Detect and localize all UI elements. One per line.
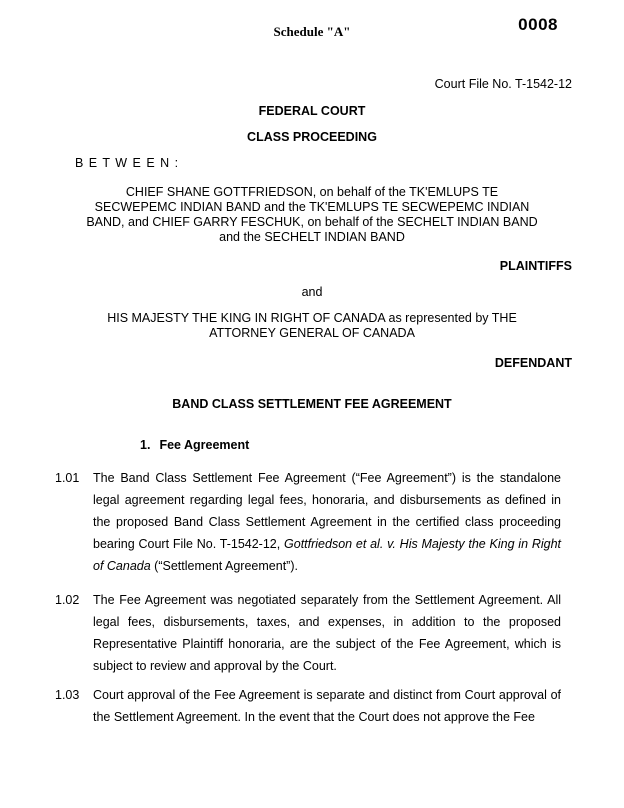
schedule-label: Schedule "A" (273, 24, 351, 39)
plaintiffs-role-label: PLAINTIFFS (499, 259, 572, 273)
paragraph-1-03 (55, 684, 561, 728)
paragraph-number: 1.01 (55, 471, 80, 485)
bates-stamp: 0008 (518, 15, 558, 34)
paragraph-number: 1.03 (55, 688, 80, 702)
court-name: FEDERAL COURT (258, 104, 366, 118)
paragraph-body: The Fee Agreement was negotiated separately from the Settlement Agreement. All legal fees, disbursements, taxes, and expenses, in addition to the proposed Representative Plaintiff honoraria, are the subject of the Fee Agreement, which is subject to review and approval by the Court. (93, 593, 561, 673)
paragraph-body: Court approval of the Fee Agreement is separate and distinct from Court approval of the Settlement Agreement. In the event that the Court does not approve the Fee (93, 688, 561, 724)
paragraph-1-02 (55, 589, 561, 677)
paragraph-body (93, 467, 561, 577)
proceeding-type: CLASS PROCEEDING (247, 130, 377, 144)
section-number: 1. (140, 438, 151, 452)
case-citation-italic: Gottfriedson et al. v. His Majesty the King in Right of Canada (93, 537, 562, 573)
paragraph-number: 1.02 (55, 593, 80, 607)
section-heading (140, 438, 249, 452)
document-title: BAND CLASS SETTLEMENT FEE AGREEMENT (172, 397, 452, 411)
paragraph-text-start: The Band Class Settlement Fee Agreement (“Fee Agreement”) is the standalone legal agreement regarding legal fees, honoraria, and disbursements as defined in the proposed Band Class Settlement Agreement in the certified class proceeding bearing Court File No. T-1542-12, (93, 471, 561, 551)
section-title: Fee Agreement (159, 438, 250, 452)
court-file-number: Court File No. T-1542-12 (434, 77, 572, 91)
between-label: B E T W E E N : (75, 156, 180, 170)
paragraph-text-end: (“Settlement Agreement”). (150, 559, 298, 573)
plaintiffs-names: CHIEF SHANE GOTTFRIEDSON, on behalf of the TK'EMLUPS TE SECWEPEMC INDIAN BAND and the TK'EMLUPS TE SECWEPEMC INDIAN BAND, and CHIEF GARRY FESCHUK, on behalf of the SECHELT INDIAN BAND and the SECHELT INDIAN BAND (86, 185, 538, 244)
and-separator: and (301, 285, 323, 299)
defendant-names: HIS MAJESTY THE KING IN RIGHT OF CANADA as represented by THE ATTORNEY GENERAL OF CANADA (107, 311, 517, 340)
defendant-role-label: DEFENDANT (494, 356, 572, 370)
paragraph-1-01 (55, 467, 561, 577)
